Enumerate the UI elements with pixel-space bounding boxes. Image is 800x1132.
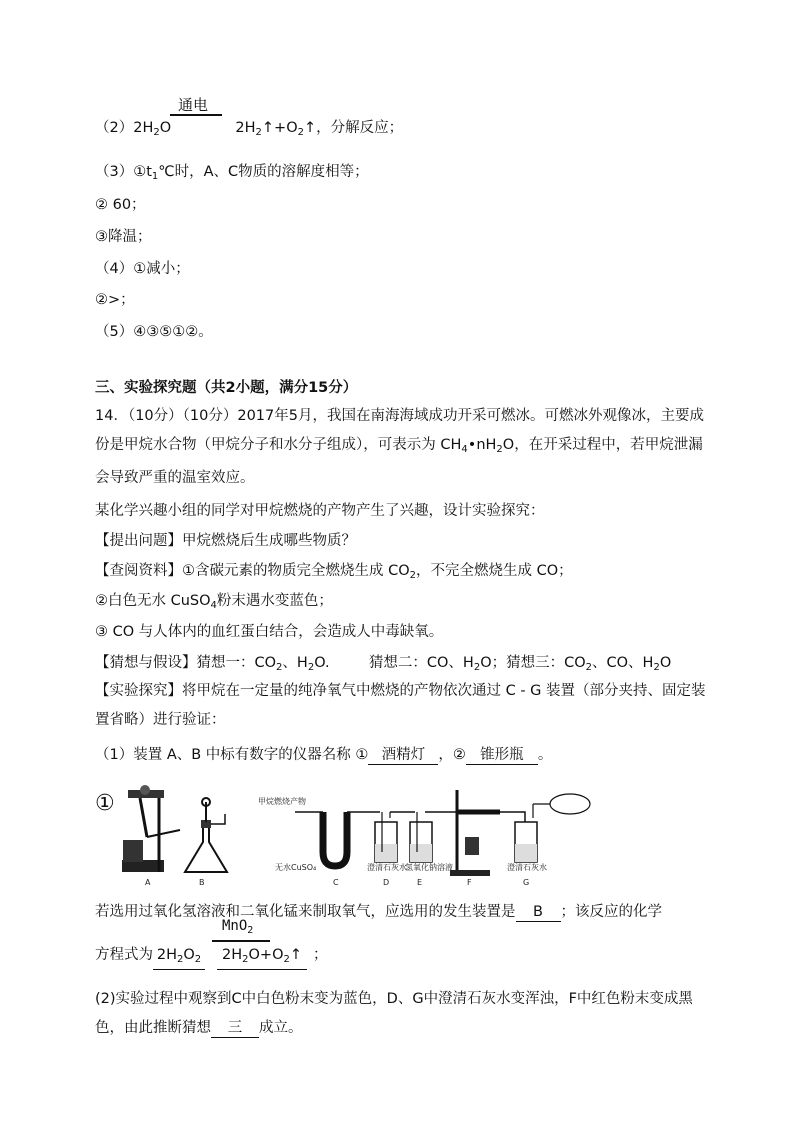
answer-blank-4: 三 xyxy=(211,1019,259,1038)
label-d: D xyxy=(383,878,390,887)
q14-equation: 方程式为 $2H_2O_2$ $2H_2O+O_2↑$ ； xyxy=(95,945,328,970)
q14-ref1: 【查阅资料】①含碳元素的物质完全燃烧生成 $CO_2$，不完全燃烧生成 CO； xyxy=(95,563,573,581)
figure-mark-1: ① xyxy=(95,791,115,816)
label-c: C xyxy=(333,878,339,887)
apparatus-figure xyxy=(95,782,610,892)
answer-line-3b: ② 60； xyxy=(95,197,146,213)
q14-part1: （1）装置 A、B 中标有数字的仪器名称 ① 酒精灯 ，② 锥形瓶 。 xyxy=(95,747,553,763)
apparatus-c-to-g xyxy=(258,790,590,887)
reaction-condition: 通电 xyxy=(178,96,209,114)
answer-blank-1: 酒精灯 xyxy=(368,746,438,765)
answer-line-4b: ②>； xyxy=(95,292,135,308)
label-text-d: 澄清石灰水 xyxy=(367,863,407,872)
catalyst-arrow-line xyxy=(212,940,270,942)
equation-right: $2H_2O+O_2↑$ xyxy=(217,946,307,970)
answer-line-2: $(2)2H_2O$ $2H_2↑+O_2↑$，分解反应； xyxy=(95,120,404,138)
q14-group: 某化学兴趣小组的同学对甲烷燃烧的产物产生了兴趣，设计实验探究： xyxy=(95,503,545,519)
section-title: 三、实验探究题（共2小题，满分15分） xyxy=(95,380,358,396)
q14-ref3: ③ CO 与人体内的血红蛋白结合，会造成人中毒缺氧。 xyxy=(95,624,444,640)
catalyst-condition: MnO$_2$ xyxy=(222,918,254,936)
label-text-c: 无水CuSO₄ xyxy=(275,863,317,872)
reaction-arrow-line xyxy=(170,114,222,116)
q14-guess: 【猜想与假设】猜想一：$CO_2$、$H_2O$. 猜想二：CO、$H_2O$；猜想三：$CO_2$、CO、$H_2O$ xyxy=(95,655,672,673)
answer-line-5: （5）④③⑤①②。 xyxy=(95,324,213,340)
q14-part1-b: 若选用过氧化氢溶液和二氧化锰来制取氧气，应选用的发生装置是 B ；该反应的化学 xyxy=(95,904,662,920)
q14-question: 【提出问题】甲烷燃烧后生成哪些物质？ xyxy=(95,533,356,549)
label-b: B xyxy=(199,878,205,887)
q14-part2: (2)实验过程中观察到C中白色粉末变为蓝色，D、G中澄清石灰水变浑浊，F中红色粉末变成黑色，由此推断猜想 三 成立。 xyxy=(95,991,693,1036)
gas-inlet-label: 甲烷燃烧产物 xyxy=(258,797,306,806)
equation-left: $2H_2O_2$ xyxy=(153,946,205,970)
q14-ref2: ②白色无水 CuSO$_4$粉末遇水变蓝色； xyxy=(95,593,333,611)
apparatus-a xyxy=(95,785,180,887)
answer-blank-2: 锥形瓶 xyxy=(466,746,538,765)
answer-line-4: （4）①减小； xyxy=(95,261,190,277)
answer-line-3: $(3)①t_1℃$时，A、C物质的溶解度相等； xyxy=(95,164,369,182)
answer-line-3c: ③降温； xyxy=(95,229,152,245)
label-f: F xyxy=(467,878,472,887)
q14-intro: 14．（10分）（10分）2017年5月，我国在南海海域成功开采可燃冰。可燃冰外观像冰，主要成份是甲烷水合物（甲烷分子和水分子组成），可表示为 $CH_4•nH_2O$，在开采过程中，若甲烷泄漏会导致严重的温室效应。 xyxy=(95,408,704,486)
label-a: A xyxy=(145,878,151,887)
label-g: G xyxy=(523,878,530,887)
label-text-e: 氢氧化钠溶液 xyxy=(405,863,453,872)
label-e: E xyxy=(417,878,423,887)
answer-blank-3: B xyxy=(516,903,561,922)
label-text-g: 澄清石灰水 xyxy=(507,863,547,872)
apparatus-b xyxy=(185,798,227,887)
q14-explore: 【实验探究】将甲烷在一定量的纯净氧气中燃烧的产物依次通过 C - G 装置（部分夹持、固定装置省略）进行验证： xyxy=(95,683,706,728)
